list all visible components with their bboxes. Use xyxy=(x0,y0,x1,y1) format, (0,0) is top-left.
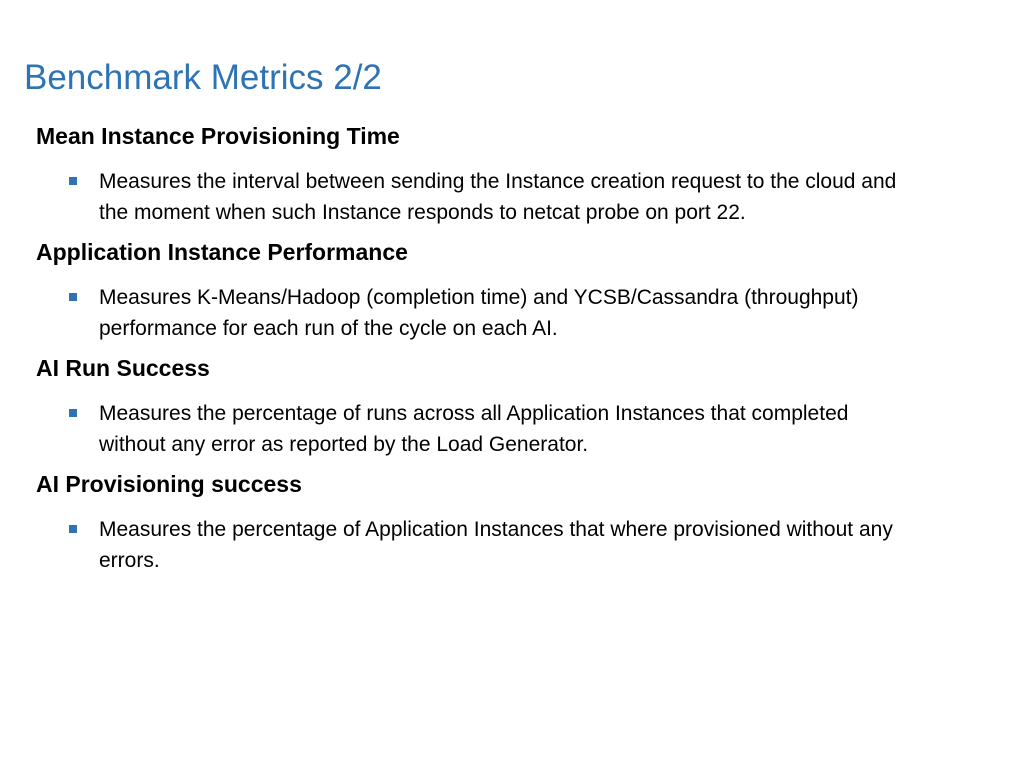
section-heading: Mean Instance Provisioning Time xyxy=(36,123,400,149)
bullet-text: Measures K-Means/Hadoop (completion time) and YCSB/Cassandra (throughput) performance for each run of the cycle on each AI. xyxy=(99,286,859,340)
bullet-list xyxy=(36,398,936,460)
section-provisioning-success xyxy=(36,466,936,576)
section-heading: Application Instance Performance xyxy=(36,239,408,265)
bullet-item xyxy=(36,514,904,576)
slide-title: Benchmark Metrics 2/2 xyxy=(24,58,382,97)
bullet-list xyxy=(36,514,936,576)
square-bullet-icon xyxy=(69,177,77,185)
section-heading: AI Run Success xyxy=(36,355,210,381)
bullet-list xyxy=(36,166,936,228)
slide-content xyxy=(36,118,936,582)
section-heading: AI Provisioning success xyxy=(36,471,302,497)
square-bullet-icon xyxy=(69,409,77,417)
bullet-item xyxy=(36,398,904,460)
square-bullet-icon xyxy=(69,293,77,301)
bullet-text: Measures the percentage of Application Instances that where provisioned without any errors. xyxy=(99,518,893,572)
square-bullet-icon xyxy=(69,525,77,533)
bullet-text: Measures the interval between sending the Instance creation request to the cloud and the moment when such Instance responds to netcat probe on port 22. xyxy=(99,170,897,224)
bullet-item xyxy=(36,282,904,344)
section-instance-performance xyxy=(36,234,936,344)
bullet-text: Measures the percentage of runs across all Application Instances that completed without any error as reported by the Load Generator. xyxy=(99,402,849,456)
section-run-success xyxy=(36,350,936,460)
bullet-list xyxy=(36,282,936,344)
section-provisioning-time xyxy=(36,118,936,228)
bullet-item xyxy=(36,166,904,228)
